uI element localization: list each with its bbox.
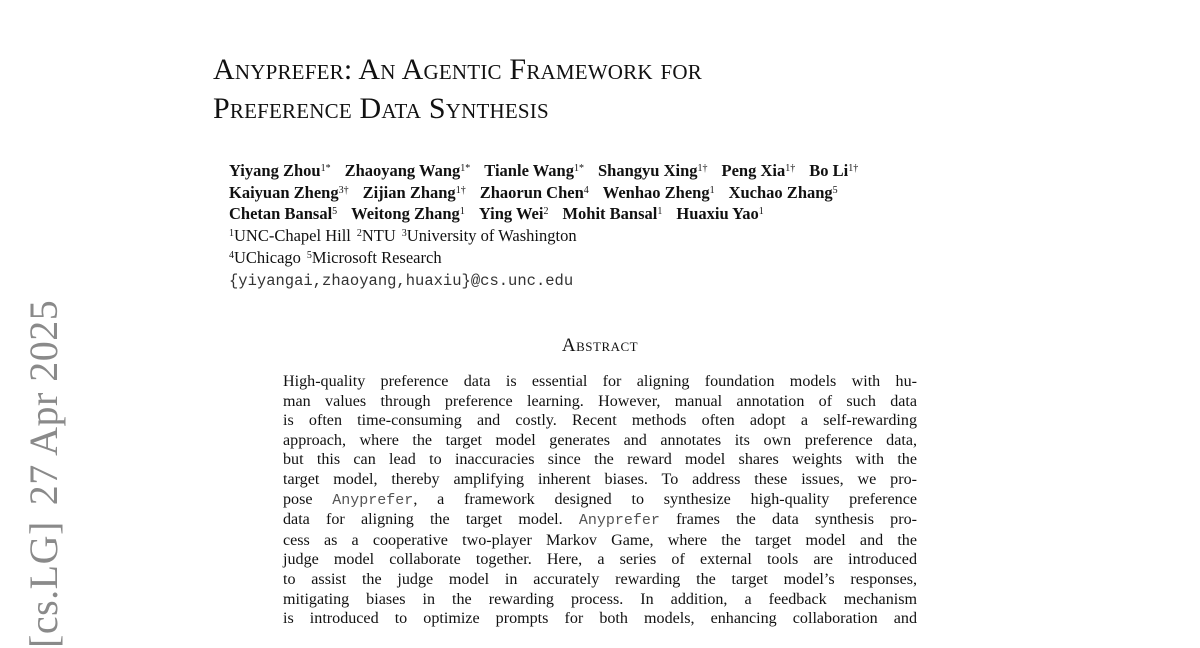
title-line: Anyprefer: An Agentic Framework for [213,53,702,86]
author-line [229,182,1129,204]
author-name: Kaiyuan Zheng$^{3\dagger}$ [229,182,349,202]
paper-title [213,50,1033,128]
author-name: Tianle Wang$^{1*}$ [484,161,584,180]
abstract-heading: Abstract [561,335,639,356]
author-affiliation-mark: 1* [573,163,584,174]
affiliation: $^3$University of Washington [401,225,577,245]
abstract-line: approach, where the target model generates and annotates its own preference data, [283,431,917,449]
arxiv-category: [cs.LG] [21,521,66,648]
author-affiliation-mark: 1 [709,184,715,196]
method-name: Anyprefer [578,512,660,530]
author-affiliation-mark: 1 [657,206,663,217]
author-list [229,160,1129,225]
abstract-line: data for aligning the target model. Anyprefer frames the data synthesis pro- [283,511,917,530]
abstract-line: is introduced to optimize prompts for both models, enhancing collaboration and [283,610,917,628]
affiliation: $^1$UNC-Chapel Hill [229,225,351,245]
abstract-line: man values through preference learning. However, manual annotation of such data [283,392,917,410]
affiliation: $^2$NTU [356,225,396,245]
author-affiliation-mark: 5 [832,184,838,196]
author-affiliation-mark: 1 [459,206,465,217]
affiliation: $^4$UChicago [229,247,301,267]
author-affiliation-mark: 1† [848,163,859,174]
affiliation-mark: 2 [356,227,362,239]
contact-email: {yiyangai,zhaoyang,huaxiu}@cs.unc.edu [229,271,574,290]
abstract-line: mitigating biases in the rewarding process. In addition, a feedback mechanism [283,590,917,608]
author-line [229,160,1129,182]
affiliation-line [229,247,1129,269]
author-name: Peng Xia$^{1\dagger}$ [721,161,796,180]
author-affiliation-mark: 1† [455,184,466,196]
author-affiliation-mark: 5 [332,206,338,217]
affiliation: $^5$Microsoft Research [306,247,442,267]
author-block [229,160,1129,292]
abstract-body [283,372,917,629]
abstract-line: judge model collaborate together. Here, a series of external tools are introduced [283,551,917,569]
author-line [229,203,1129,225]
abstract-line: pose Anyprefer, a framework designed to synthesize high-quality preference [283,490,917,509]
abstract-line: to assist the judge model in accurately rewarding the target model’s responses, [283,570,917,588]
author-name: Zijian Zhang$^{1\dagger}$ [362,182,466,202]
abstract-line: cess as a cooperative two-player Markov Game, where the target model and the [283,531,917,549]
author-name: Yiyang Zhou$^{1*}$ [229,161,331,180]
arxiv-date: 27 Apr 2025 [21,299,66,506]
abstract-line: target model, thereby amplifying inherent biases. To address these issues, we pro- [283,470,917,488]
author-affiliation-mark: 1* [460,163,471,174]
abstract-line: is often time-consuming and costly. Recent methods often adopt a self-rewarding [283,412,917,430]
author-affiliation-mark: 1† [785,163,796,174]
abstract-line: but this can lead to inaccuracies since the reward model shares weights with the [283,451,917,469]
author-affiliation-mark: 1* [320,163,331,174]
affiliation-line [229,225,1129,247]
arxiv-stamp [20,284,67,648]
author-affiliation-mark: 4 [583,184,589,196]
affiliation-mark: 5 [306,249,312,261]
author-name: Wenhao Zheng$^1$ [602,182,715,202]
abstract-line: High-quality preference data is essential for aligning foundation models with hu- [283,373,917,390]
author-affiliation-mark: 2 [543,206,549,217]
method-name: Anyprefer [332,491,414,509]
author-name: Weitong Zhang$^1$ [351,204,465,223]
author-name: Zhaorun Chen$^4$ [479,182,589,202]
affiliation-mark: 4 [229,249,234,261]
author-affiliation-mark: 3† [338,184,349,196]
author-name: Chetan Bansal$^5$ [229,204,338,223]
affiliation-mark: 3 [401,227,407,239]
author-name: Zhaoyang Wang$^{1*}$ [344,161,471,180]
author-name: Xuchao Zhang$^5$ [728,182,838,202]
author-affiliation-mark: 1† [697,163,708,174]
author-name: Shangyu Xing$^{1\dagger}$ [597,161,708,180]
author-name: Ying Wei$^2$ [478,204,549,223]
affiliation-list [229,225,1129,269]
author-name: Mohit Bansal$^1$ [562,204,663,223]
affiliation-mark: 1 [229,227,234,239]
author-name: Huaxiu Yao$^1$ [676,204,764,223]
author-affiliation-mark: 1 [758,206,764,217]
title-line: Preference Data Synthesis [213,92,549,125]
author-name: Bo $Li^{1\dagger}$ [809,161,859,180]
